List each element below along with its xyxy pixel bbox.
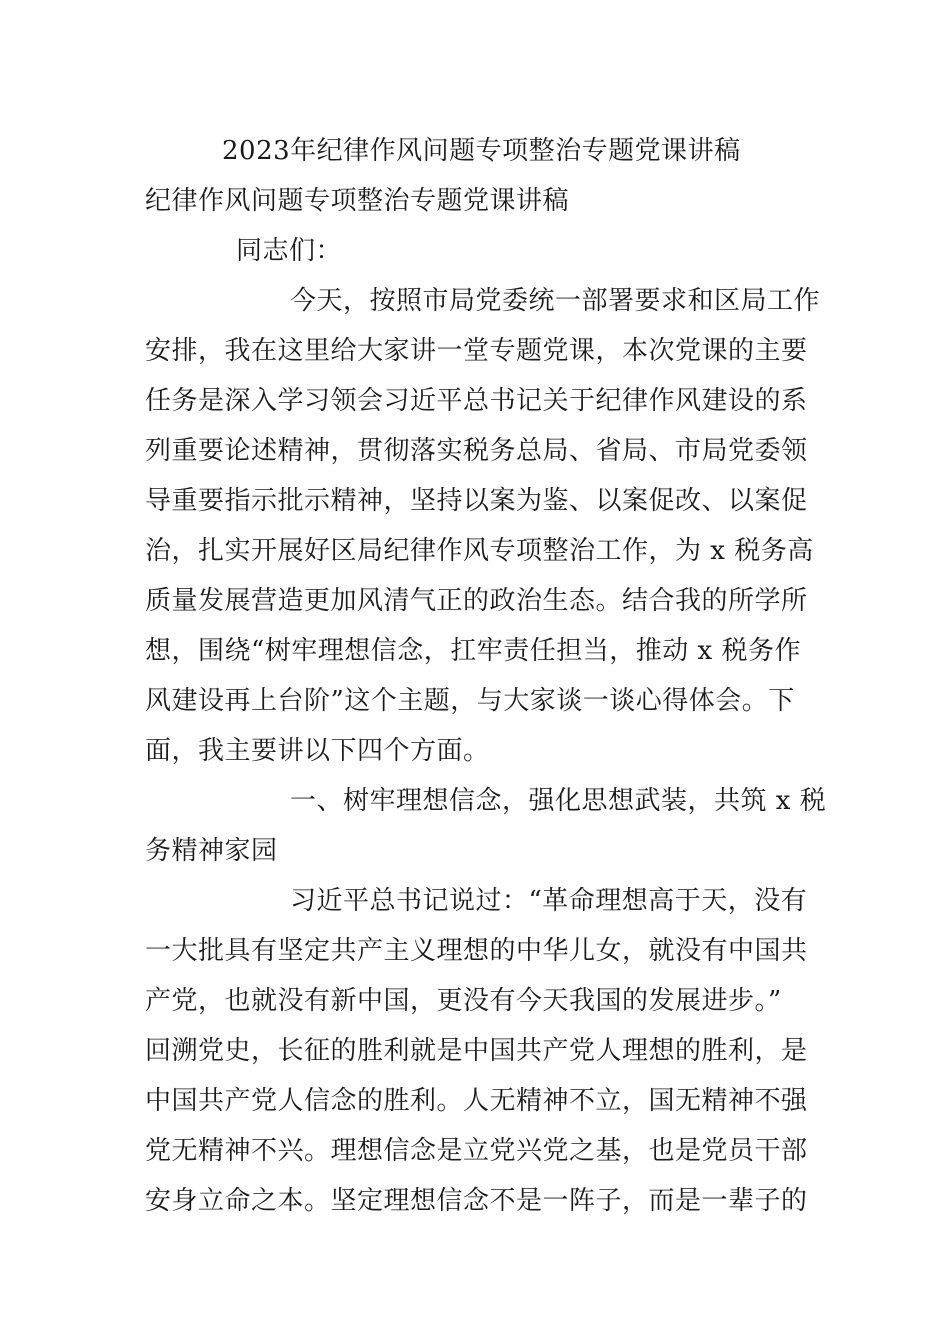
section-heading: 一、树牢理想信念，强化思想武装，共筑 x 税 — [290, 786, 827, 816]
paragraph-line: 习近平总书记说过：“革命理想高于天，没有 — [290, 886, 808, 916]
paragraph-line: 治，扎实开展好区局纪律作风专项整治工作，为 x 税务高 — [145, 536, 814, 566]
paragraph-line: 今天，按照市局党委统一部署要求和区局工作 — [290, 286, 821, 316]
paragraph-line: 回溯党史，长征的胜利就是中国共产党人理想的胜利，是 — [145, 1036, 808, 1066]
paragraph-line: 面，我主要讲以下四个方面。 — [145, 736, 490, 766]
salutation: 同志们： — [236, 236, 343, 266]
paragraph-line: 想，围绕“树牢理想信念，扛牢责任担当，推动 x 税务作 — [145, 636, 801, 666]
paragraph-line: 一大批具有坚定共产主义理想的中华儿女，就没有中国共 — [145, 936, 808, 966]
paragraph-line: 安身立命之本。坚定理想信念不是一阵子，而是一辈子的 — [145, 1186, 808, 1216]
paragraph-line: 质量发展营造更加风清气正的政治生态。结合我的所学所 — [145, 586, 808, 616]
paragraph-line: 中国共产党人信念的胜利。人无精神不立，国无精神不强 — [145, 1086, 808, 1116]
paragraph-line: 产党，也就没有新中国，更没有今天我国的发展进步。” — [145, 986, 782, 1016]
paragraph-line: 列重要论述精神，贯彻落实税务总局、省局、市局党委领 — [145, 436, 808, 466]
paragraph-line: 任务是深入学习领会习近平总书记关于纪律作风建设的系 — [145, 386, 808, 416]
document-subtitle: 纪律作风问题专项整治专题党课讲稿 — [145, 186, 570, 216]
paragraph-line: 导重要指示批示精神，坚持以案为鉴、以案促改、以案促 — [145, 486, 808, 516]
paragraph-line: 党无精神不兴。理想信念是立党兴党之基，也是党员干部 — [145, 1136, 808, 1166]
paragraph-line: 安排，我在这里给大家讲一堂专题党课，本次党课的主要 — [145, 336, 808, 366]
section-heading-cont: 务精神家园 — [145, 836, 278, 866]
document-title: 2023年纪律作风问题专项整治专题党课讲稿 — [222, 136, 741, 166]
paragraph-line: 风建设再上台阶”这个主题，与大家谈一谈心得体会。下 — [145, 686, 795, 716]
